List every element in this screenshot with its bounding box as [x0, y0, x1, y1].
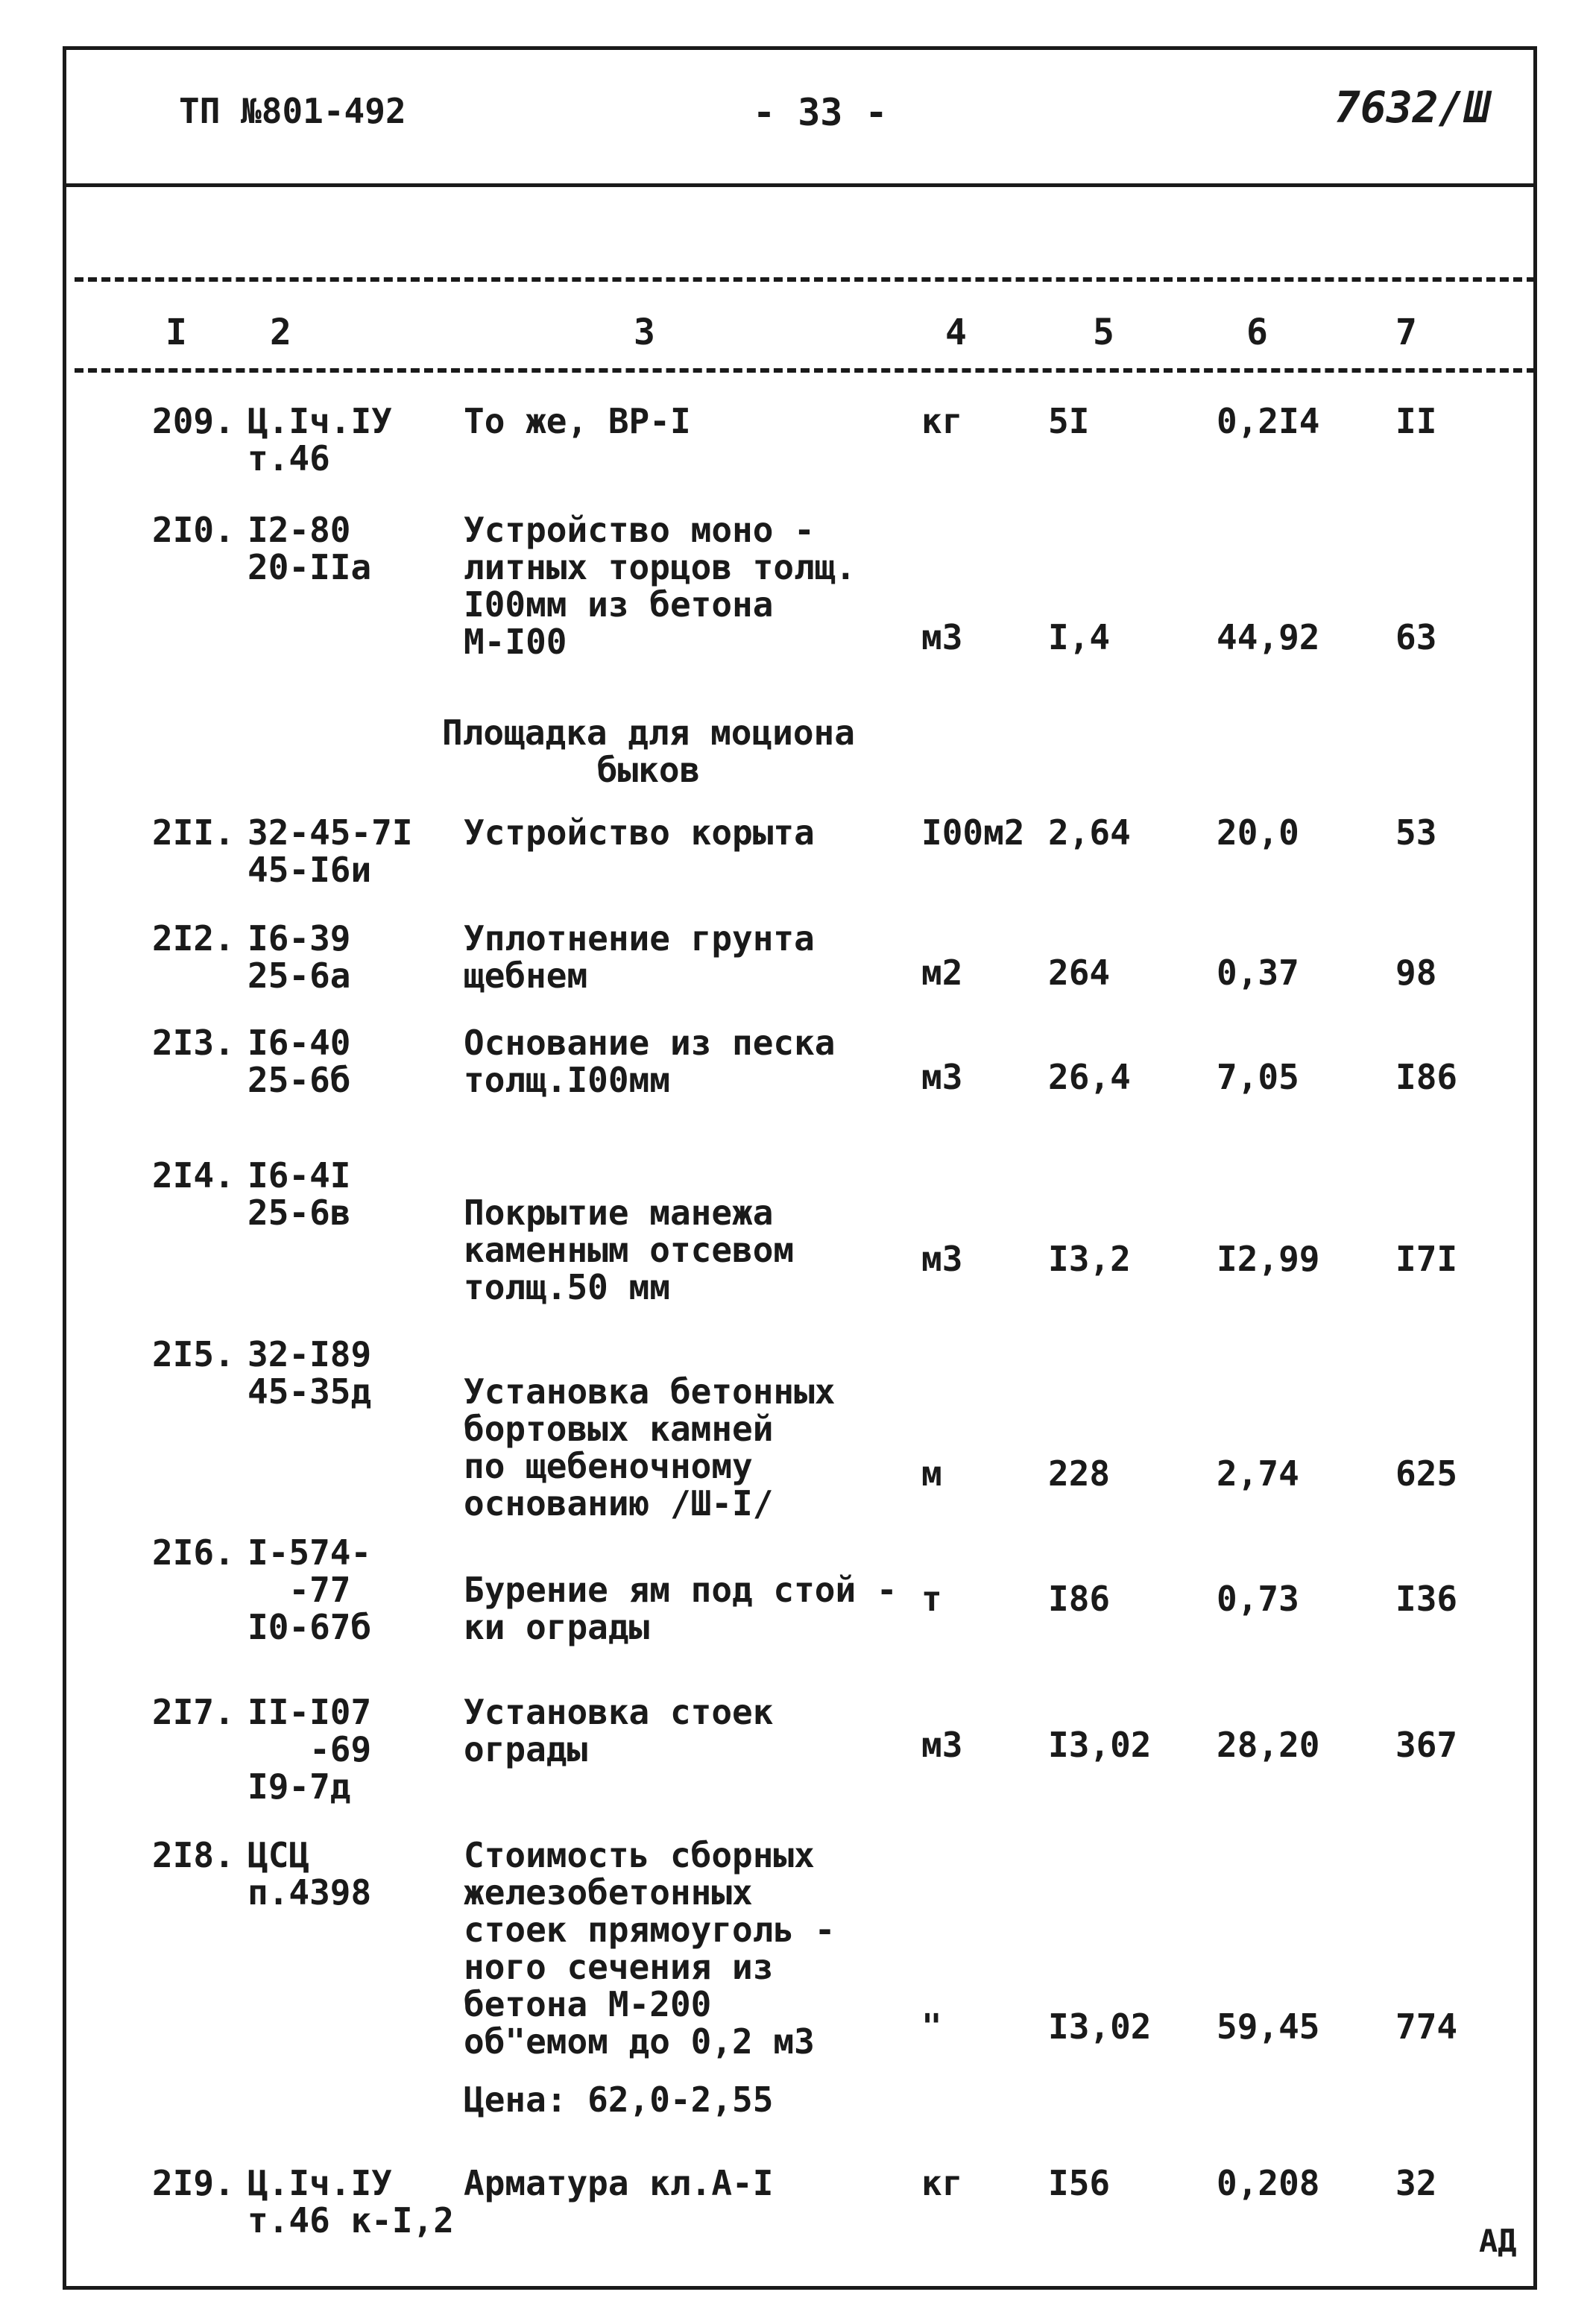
row-unit-price: 59,45 [1217, 2006, 1320, 2047]
row-code: I-574- -77 I0-67б [247, 1532, 372, 1647]
row-description: Установка бетонных бортовых камней по щебеночному основанию /Ш-I/ [464, 1371, 836, 1523]
row-total: 63 [1395, 617, 1437, 657]
row-unit: кг [921, 401, 963, 441]
row-unit-price: 2,74 [1217, 1453, 1299, 1494]
row-description: Основание из песка толщ.I00мм [464, 1023, 836, 1100]
document-code: ТП №801-492 [179, 91, 406, 131]
row-description: То же, ВР-I [464, 401, 691, 441]
row-unit-price: 0,37 [1217, 953, 1299, 993]
row-description: Установка стоек ограды [464, 1692, 774, 1769]
column-header: 5 [1093, 312, 1114, 353]
column-header: 3 [634, 312, 655, 353]
row-code: I6-40 25-6б [247, 1023, 351, 1100]
row-quantity: 26,4 [1048, 1057, 1131, 1097]
column-header: 7 [1395, 312, 1417, 353]
header-divider [63, 183, 1537, 187]
row-unit: м3 [921, 617, 963, 657]
column-header: 6 [1246, 312, 1268, 353]
row-quantity: I3,02 [1048, 2006, 1152, 2047]
row-quantity: 5I [1048, 401, 1090, 441]
row-description: Бурение ям под стой - ки ограды [464, 1570, 898, 1647]
row-number: 2I5. [152, 1334, 235, 1374]
row-quantity: I,4 [1048, 617, 1111, 657]
row-total: I86 [1395, 1057, 1458, 1097]
row-number: 2II. [152, 812, 235, 853]
table-top-rule [75, 277, 1536, 282]
row-unit: м [921, 1453, 942, 1494]
row-code: 32-I89 45-35д [247, 1334, 372, 1412]
row-unit: м3 [921, 1057, 963, 1097]
signature: АД [1479, 2223, 1517, 2259]
row-description: Уплотнение грунта щебнем [464, 918, 815, 996]
section-title: Площадка для моциона быков [442, 713, 855, 790]
row-number: 209. [152, 401, 235, 441]
row-number: 2I0. [152, 510, 235, 550]
row-unit-price: 28,20 [1217, 1725, 1320, 1765]
row-unit: м3 [921, 1725, 963, 1765]
row-total: 774 [1395, 2006, 1458, 2047]
column-header: I [165, 312, 187, 353]
row-unit-price: 0,2I4 [1217, 401, 1320, 441]
row-code: I6-39 25-6а [247, 918, 351, 996]
row-unit: кг [921, 2163, 963, 2203]
page-number: - 33 - [753, 91, 888, 134]
row-code: Ц.Iч.IУ т.46 к-I,2 [247, 2163, 454, 2241]
row-code: 32-45-7I 45-I6и [247, 812, 413, 890]
row-description: Покрытие манежа каменным отсевом толщ.50 мм [464, 1193, 795, 1307]
row-total: I36 [1395, 1579, 1458, 1619]
table-header-rule [75, 368, 1536, 373]
row-description: Арматура кл.А-I [464, 2163, 774, 2203]
row-quantity: I3,02 [1048, 1725, 1152, 1765]
row-code: ЦСЦ п.4398 [247, 1835, 372, 1913]
column-header: 2 [270, 312, 291, 353]
row-code: Ц.Iч.IУ т.46 [247, 401, 392, 479]
row-quantity: I3,2 [1048, 1239, 1131, 1279]
row-total: I7I [1395, 1239, 1458, 1279]
row-unit-price: 0,73 [1217, 1579, 1299, 1619]
row-code: I6-4I 25-6в [247, 1155, 351, 1233]
row-quantity: 2,64 [1048, 812, 1131, 853]
row-number: 2I7. [152, 1692, 235, 1732]
row-number: 2I9. [152, 2163, 235, 2203]
row-description: Стоимость сборных железобетонных стоек прямоуголь - ного сечения из бетона М-200 об"емом до 0,2 м3 [464, 1835, 836, 2062]
row-number: 2I2. [152, 918, 235, 959]
row-quantity: 228 [1048, 1453, 1111, 1494]
row-description: Устройство корыта [464, 812, 815, 853]
row-total: 32 [1395, 2163, 1437, 2203]
row-unit: м3 [921, 1239, 963, 1279]
row-total: 625 [1395, 1453, 1458, 1494]
row-code: II-I07 -69 I9-7д [247, 1692, 372, 1807]
row-total: 367 [1395, 1725, 1458, 1765]
row-total: 53 [1395, 812, 1437, 853]
row-unit-price: 0,208 [1217, 2163, 1320, 2203]
row-unit-price: 7,05 [1217, 1057, 1299, 1097]
row-quantity: 264 [1048, 953, 1111, 993]
row-unit-price: 20,0 [1217, 812, 1299, 853]
row-quantity: I56 [1048, 2163, 1111, 2203]
row-total: 98 [1395, 953, 1437, 993]
row-total: II [1395, 401, 1437, 441]
row-unit: I00м2 [921, 812, 1025, 853]
row-unit-price: 44,92 [1217, 617, 1320, 657]
row-quantity: I86 [1048, 1579, 1111, 1619]
row-unit: " [921, 2006, 942, 2047]
column-header: 4 [945, 312, 967, 353]
row-code: I2-80 20-IIа [247, 510, 372, 587]
price-note: Цена: 62,0-2,55 [464, 2080, 774, 2120]
row-unit: т [921, 1579, 942, 1619]
row-number: 2I3. [152, 1023, 235, 1063]
row-unit: м2 [921, 953, 963, 993]
row-unit-price: I2,99 [1217, 1239, 1320, 1279]
row-description: Устройство моно - литных торцов толщ. I00мм из бетона М-I00 [464, 510, 857, 662]
row-number: 2I8. [152, 1835, 235, 1875]
archive-stamp: 7632/Ш [1334, 82, 1491, 133]
row-number: 2I4. [152, 1155, 235, 1196]
row-number: 2I6. [152, 1532, 235, 1573]
